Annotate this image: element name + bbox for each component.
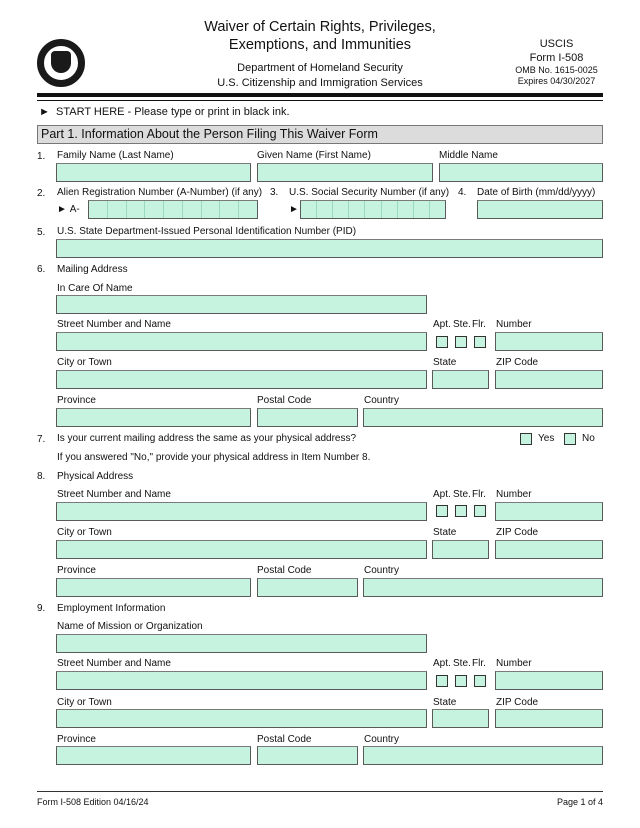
item4-number: 4. bbox=[458, 187, 467, 198]
mailing-street-field[interactable] bbox=[56, 332, 427, 351]
employment-state-field[interactable] bbox=[432, 709, 489, 728]
agency-abbr: USCIS bbox=[539, 38, 574, 50]
apt-label: Apt. bbox=[433, 658, 451, 669]
in-care-of-label: In Care Of Name bbox=[57, 283, 133, 294]
ste-label: Ste. bbox=[453, 658, 471, 669]
ste-label: Ste. bbox=[453, 319, 471, 330]
flr-label: Flr. bbox=[472, 319, 486, 330]
given-name-label: Given Name (First Name) bbox=[257, 150, 371, 161]
mailing-number-field[interactable] bbox=[495, 332, 603, 351]
footer-rule bbox=[37, 791, 603, 792]
mailing-postal-field[interactable] bbox=[257, 408, 358, 427]
family-name-label: Family Name (Last Name) bbox=[57, 150, 174, 161]
arrow-right-icon: ► bbox=[57, 204, 67, 215]
physical-city-field[interactable] bbox=[56, 540, 427, 559]
middle-name-label: Middle Name bbox=[439, 150, 498, 161]
form-id: Form I-508 bbox=[529, 52, 584, 64]
form-title: Waiver of Certain Rights, Privileges, Exemptions, and Immunities bbox=[204, 19, 436, 53]
no-label: No bbox=[582, 433, 595, 444]
mailing-zip-label: ZIP Code bbox=[496, 357, 539, 368]
employment-apt-checkbox[interactable] bbox=[436, 675, 448, 687]
employment-state-label: State bbox=[433, 697, 457, 708]
yes-label: Yes bbox=[538, 433, 555, 444]
mailing-city-field[interactable] bbox=[56, 370, 427, 389]
mailing-address-label: Mailing Address bbox=[57, 264, 128, 275]
pid-field[interactable] bbox=[56, 239, 603, 258]
same-address-yes-checkbox[interactable] bbox=[520, 433, 532, 445]
apt-label: Apt. bbox=[433, 319, 451, 330]
mailing-flr-checkbox[interactable] bbox=[474, 336, 486, 348]
mailing-country-label: Country bbox=[364, 395, 400, 406]
mailing-province-field[interactable] bbox=[56, 408, 251, 427]
physical-state-label: State bbox=[433, 527, 457, 538]
mailing-country-field[interactable] bbox=[363, 408, 603, 427]
footer-edition: Form I-508 Edition 04/16/24 bbox=[37, 797, 149, 807]
employment-info-label: Employment Information bbox=[57, 603, 166, 614]
physical-zip-field[interactable] bbox=[495, 540, 603, 559]
mailing-zip-field[interactable] bbox=[495, 370, 603, 389]
flr-label: Flr. bbox=[472, 658, 486, 669]
mailing-province-label: Province bbox=[57, 395, 96, 406]
physical-province-label: Province bbox=[57, 565, 96, 576]
physical-address-label: Physical Address bbox=[57, 471, 134, 482]
org-name-label: Name of Mission or Organization bbox=[57, 621, 203, 632]
physical-number-field[interactable] bbox=[495, 502, 603, 521]
physical-street-field[interactable] bbox=[56, 502, 427, 521]
a-number-label: Alien Registration Number (A-Number) (if any) bbox=[57, 187, 263, 198]
employment-country-label: Country bbox=[364, 734, 400, 745]
employment-province-label: Province bbox=[57, 734, 96, 745]
dhs-seal-logo bbox=[37, 39, 85, 87]
dob-label: Date of Birth (mm/dd/yyyy) bbox=[477, 187, 596, 198]
apt-label: Apt. bbox=[433, 489, 451, 500]
form-identifier-block bbox=[500, 38, 613, 87]
pid-label: U.S. State Department-Issued Personal Identification Number (PID) bbox=[57, 226, 357, 237]
same-address-question: Is your current mailing address the same as your physical address? bbox=[57, 433, 357, 444]
mailing-state-field[interactable] bbox=[432, 370, 489, 389]
omb-number: OMB No. 1615-0025 bbox=[515, 65, 598, 75]
ste-label: Ste. bbox=[453, 489, 471, 500]
flr-label: Flr. bbox=[472, 489, 486, 500]
employment-ste-checkbox[interactable] bbox=[455, 675, 467, 687]
mailing-ste-checkbox[interactable] bbox=[455, 336, 467, 348]
header-rule-thin bbox=[37, 100, 603, 101]
page-number: Page 1 of 4 bbox=[556, 797, 603, 807]
physical-ste-checkbox[interactable] bbox=[455, 505, 467, 517]
physical-postal-label: Postal Code bbox=[257, 565, 312, 576]
physical-country-label: Country bbox=[364, 565, 400, 576]
same-address-no-checkbox[interactable] bbox=[564, 433, 576, 445]
header-rule bbox=[37, 93, 603, 97]
physical-city-label: City or Town bbox=[57, 527, 112, 538]
eagle-icon bbox=[51, 51, 71, 73]
physical-apt-checkbox[interactable] bbox=[436, 505, 448, 517]
part1-header: Part 1. Information About the Person Filing This Waiver Form bbox=[37, 125, 603, 144]
start-here-instruction: ► START HERE - Please type or print in black ink. bbox=[39, 106, 290, 118]
physical-street-label: Street Number and Name bbox=[57, 489, 171, 500]
employment-postal-field[interactable] bbox=[257, 746, 358, 765]
family-name-field[interactable] bbox=[56, 163, 251, 182]
number-label: Number bbox=[496, 319, 532, 330]
org-name-field[interactable] bbox=[56, 634, 427, 653]
expiration-date: Expires 04/30/2027 bbox=[517, 76, 596, 86]
same-address-note: If you answered "No," provide your physical address in Item Number 8. bbox=[57, 452, 371, 463]
mailing-street-label: Street Number and Name bbox=[57, 319, 171, 330]
mailing-apt-checkbox[interactable] bbox=[436, 336, 448, 348]
ssn-field[interactable] bbox=[300, 200, 446, 219]
mailing-postal-label: Postal Code bbox=[257, 395, 312, 406]
employment-number-field[interactable] bbox=[495, 671, 603, 690]
agency-block: Department of Homeland Security U.S. Citizenship and Immigration Services bbox=[217, 62, 423, 89]
employment-city-label: City or Town bbox=[57, 697, 112, 708]
employment-street-label: Street Number and Name bbox=[57, 658, 171, 669]
dob-field[interactable] bbox=[477, 200, 603, 219]
physical-zip-label: ZIP Code bbox=[496, 527, 539, 538]
physical-flr-checkbox[interactable] bbox=[474, 505, 486, 517]
physical-country-field[interactable] bbox=[363, 578, 603, 597]
employment-street-field[interactable] bbox=[56, 671, 427, 690]
employment-country-field[interactable] bbox=[363, 746, 603, 765]
mailing-city-label: City or Town bbox=[57, 357, 112, 368]
given-name-field[interactable] bbox=[257, 163, 433, 182]
employment-zip-field[interactable] bbox=[495, 709, 603, 728]
employment-city-field[interactable] bbox=[56, 709, 427, 728]
arrow-right-icon: ► bbox=[39, 106, 50, 118]
employment-province-field[interactable] bbox=[56, 746, 251, 765]
employment-zip-label: ZIP Code bbox=[496, 697, 539, 708]
a-number-prefix: ► A- bbox=[57, 204, 80, 215]
mailing-state-label: State bbox=[433, 357, 457, 368]
mailing-in-care-of-field[interactable] bbox=[56, 295, 427, 314]
a-number-field[interactable] bbox=[88, 200, 258, 219]
physical-province-field[interactable] bbox=[56, 578, 251, 597]
employment-postal-label: Postal Code bbox=[257, 734, 312, 745]
item3-number: 3. bbox=[270, 187, 279, 198]
physical-state-field[interactable] bbox=[432, 540, 489, 559]
ssn-label: U.S. Social Security Number (if any) bbox=[289, 187, 450, 198]
employment-flr-checkbox[interactable] bbox=[474, 675, 486, 687]
middle-name-field[interactable] bbox=[439, 163, 603, 182]
number-label: Number bbox=[496, 489, 532, 500]
number-label: Number bbox=[496, 658, 532, 669]
physical-postal-field[interactable] bbox=[257, 578, 358, 597]
arrow-right-icon: ► bbox=[289, 204, 299, 215]
